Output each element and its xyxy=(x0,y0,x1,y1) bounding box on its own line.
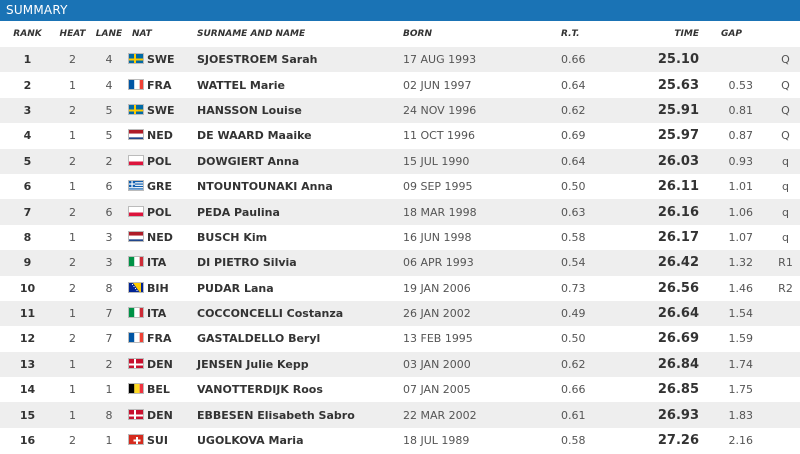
nat-cell xyxy=(128,199,193,224)
gap-cell: 1.32 xyxy=(728,256,753,270)
rank-cell: 15 xyxy=(19,408,36,422)
reaction-time-cell: 0.58 xyxy=(561,434,586,448)
flag-sui-icon xyxy=(128,434,144,445)
gap-cell: 1.74 xyxy=(728,357,753,371)
time-cell: 26.11 xyxy=(657,179,699,195)
reaction-time-cell: 0.63 xyxy=(561,205,586,219)
header-rt: R.T. xyxy=(561,21,641,47)
table-row xyxy=(0,250,800,275)
lane-cell: 6 xyxy=(105,205,113,219)
header-row xyxy=(0,21,800,47)
born-cell: 17 AUG 1993 xyxy=(403,53,477,67)
reaction-time-cell: 0.64 xyxy=(561,78,586,92)
nat-code: GRE xyxy=(147,180,173,194)
gap-cell: 1.01 xyxy=(728,180,753,194)
nat-code: SUI xyxy=(147,434,168,448)
born-cell: 24 NOV 1996 xyxy=(403,103,477,117)
table-row xyxy=(0,377,800,402)
heat-cell: 2 xyxy=(69,281,76,295)
athlete-name: HANSSON Louise xyxy=(197,103,302,117)
lane-cell: 7 xyxy=(105,332,113,346)
reaction-time-cell: 0.64 xyxy=(561,154,586,168)
header-born: BORN xyxy=(403,21,561,47)
time-cell: 25.63 xyxy=(657,77,699,93)
lane-cell: 3 xyxy=(105,256,113,270)
time-cell: 26.93 xyxy=(657,407,699,423)
gap-cell: 1.46 xyxy=(728,281,753,295)
qualification-cell: q xyxy=(782,180,789,194)
header-rank: RANK xyxy=(0,21,55,47)
nat-code: DEN xyxy=(147,357,173,371)
heat-cell: 2 xyxy=(69,434,76,448)
flag-gre-icon xyxy=(128,180,144,191)
header-qual xyxy=(771,21,800,47)
nat-code: SWE xyxy=(147,103,175,117)
table-row xyxy=(0,352,800,377)
header-name: SURNAME AND NAME xyxy=(193,21,403,47)
flag-fra-icon xyxy=(128,332,144,343)
lane-cell: 2 xyxy=(105,357,113,371)
reaction-time-cell: 0.66 xyxy=(561,383,586,397)
time-cell: 26.16 xyxy=(657,204,699,220)
flag-ita-icon xyxy=(128,256,144,267)
heat-cell: 2 xyxy=(69,154,76,168)
qualification-cell: Q xyxy=(781,129,790,143)
athlete-name: COCCONCELLI Costanza xyxy=(197,307,344,321)
header-gap: GAP xyxy=(721,21,771,47)
qualification-cell xyxy=(771,377,800,402)
athlete-name: NTOUNTOUNAKI Anna xyxy=(197,180,333,194)
born-cell: 09 SEP 1995 xyxy=(403,180,473,194)
lane-cell: 8 xyxy=(105,408,113,422)
reaction-time-cell: 0.73 xyxy=(561,281,586,295)
heat-cell: 1 xyxy=(69,357,76,371)
athlete-name: VANOTTERDIJK Roos xyxy=(197,383,323,397)
born-cell: 11 OCT 1996 xyxy=(403,129,476,143)
table-row xyxy=(0,47,800,72)
gap-cell: 1.06 xyxy=(728,205,753,219)
reaction-time-cell: 0.50 xyxy=(561,332,586,346)
table-row xyxy=(0,428,800,453)
flag-den-icon xyxy=(128,358,144,369)
time-cell: 26.03 xyxy=(657,153,699,169)
reaction-time-cell: 0.49 xyxy=(561,307,586,321)
heat-cell: 1 xyxy=(69,408,76,422)
born-cell: 18 MAR 1998 xyxy=(403,205,477,219)
time-cell: 26.85 xyxy=(657,382,699,398)
qualification-cell: Q xyxy=(781,103,790,117)
table-row xyxy=(0,225,800,250)
flag-swe-icon xyxy=(128,104,144,115)
header-lane: LANE xyxy=(90,21,128,47)
heat-cell: 1 xyxy=(69,230,76,244)
summary-title: SUMMARY xyxy=(0,0,800,21)
table-row xyxy=(0,326,800,351)
born-cell: 19 JAN 2006 xyxy=(403,281,471,295)
heat-cell: 1 xyxy=(69,129,76,143)
lane-cell: 8 xyxy=(105,281,113,295)
header-heat: HEAT xyxy=(55,21,90,47)
lane-cell: 1 xyxy=(105,383,113,397)
born-cell: 18 JUL 1989 xyxy=(403,434,470,448)
athlete-name: DE WAARD Maaike xyxy=(197,129,312,143)
nat-cell xyxy=(128,352,193,377)
athlete-name: JENSEN Julie Kepp xyxy=(197,357,309,371)
table-row xyxy=(0,174,800,199)
flag-swe-icon xyxy=(128,53,144,64)
table-row xyxy=(0,149,800,174)
gap-cell: 1.07 xyxy=(728,230,753,244)
reaction-time-cell: 0.66 xyxy=(561,53,586,67)
born-cell: 26 JAN 2002 xyxy=(403,307,471,321)
lane-cell: 1 xyxy=(105,434,113,448)
time-cell: 26.64 xyxy=(657,306,699,322)
gap-cell: 2.16 xyxy=(728,434,753,448)
athlete-name: WATTEL Marie xyxy=(197,78,285,92)
rank-cell: 10 xyxy=(19,281,36,295)
gap-cell: 1.75 xyxy=(728,383,753,397)
rank-cell: 3 xyxy=(23,103,32,117)
athlete-name: GASTALDELLO Beryl xyxy=(197,332,321,346)
qualification-cell xyxy=(771,301,800,326)
born-cell: 22 MAR 2002 xyxy=(403,408,477,422)
athlete-name: BUSCH Kim xyxy=(197,230,268,244)
table-row xyxy=(0,402,800,427)
nat-cell xyxy=(128,377,193,402)
nat-code: BIH xyxy=(147,281,169,295)
nat-code: NED xyxy=(147,230,173,244)
athlete-name: UGOLKOVA Maria xyxy=(197,434,304,448)
rank-cell: 11 xyxy=(19,307,36,321)
qualification-cell: Q xyxy=(781,53,790,67)
reaction-time-cell: 0.50 xyxy=(561,180,586,194)
rank-cell: 6 xyxy=(23,180,32,194)
flag-fra-icon xyxy=(128,79,144,90)
nat-cell xyxy=(128,225,193,250)
gap-cell: 0.87 xyxy=(728,129,753,143)
time-cell: 25.10 xyxy=(657,52,699,68)
time-cell: 26.69 xyxy=(657,331,699,347)
gap-cell: 0.93 xyxy=(728,154,753,168)
table-row xyxy=(0,199,800,224)
born-cell: 03 JAN 2000 xyxy=(403,357,471,371)
heat-cell: 1 xyxy=(69,78,76,92)
gap-cell xyxy=(721,47,771,72)
flag-ita-icon xyxy=(128,307,144,318)
athlete-name: SJOESTROEM Sarah xyxy=(197,53,318,67)
nat-code: NED xyxy=(147,129,173,143)
nat-code: POL xyxy=(147,205,172,219)
qualification-cell: R1 xyxy=(778,256,793,270)
athlete-name: DI PIETRO Silvia xyxy=(197,256,297,270)
time-cell: 26.56 xyxy=(657,280,699,296)
qualification-cell: Q xyxy=(781,78,790,92)
nat-cell xyxy=(128,72,193,97)
rank-cell: 7 xyxy=(23,205,32,219)
nat-code: DEN xyxy=(147,408,173,422)
lane-cell: 4 xyxy=(105,53,113,67)
time-cell: 25.97 xyxy=(657,128,699,144)
flag-ned-icon xyxy=(128,231,144,242)
header-time: TIME xyxy=(641,21,721,47)
reaction-time-cell: 0.58 xyxy=(561,230,586,244)
heat-cell: 1 xyxy=(69,383,76,397)
gap-cell: 0.53 xyxy=(728,78,753,92)
header-nat: NAT xyxy=(128,21,193,47)
gap-cell: 0.81 xyxy=(728,103,753,117)
time-cell: 26.17 xyxy=(657,229,699,245)
lane-cell: 5 xyxy=(105,129,113,143)
table-row xyxy=(0,301,800,326)
heat-cell: 2 xyxy=(69,53,76,67)
qualification-cell: q xyxy=(782,205,789,219)
heat-cell: 2 xyxy=(69,256,76,270)
lane-cell: 5 xyxy=(105,103,113,117)
nat-cell xyxy=(128,250,193,275)
born-cell: 13 FEB 1995 xyxy=(403,332,473,346)
heat-cell: 1 xyxy=(69,180,76,194)
table-row xyxy=(0,72,800,97)
gap-cell: 1.59 xyxy=(728,332,753,346)
heat-cell: 1 xyxy=(69,307,76,321)
lane-cell: 2 xyxy=(105,154,113,168)
flag-bih-icon xyxy=(128,282,144,293)
flag-pol-icon xyxy=(128,206,144,217)
nat-cell xyxy=(128,149,193,174)
nat-cell xyxy=(128,402,193,427)
qualification-cell xyxy=(771,352,800,377)
nat-cell xyxy=(128,301,193,326)
qualification-cell: q xyxy=(782,230,789,244)
qualification-cell: R2 xyxy=(778,281,793,295)
reaction-time-cell: 0.62 xyxy=(561,103,586,117)
rank-cell: 2 xyxy=(23,78,32,92)
qualification-cell xyxy=(771,402,800,427)
reaction-time-cell: 0.54 xyxy=(561,256,586,270)
heat-cell: 2 xyxy=(69,103,76,117)
table-row xyxy=(0,123,800,148)
nat-code: POL xyxy=(147,154,172,168)
heat-cell: 2 xyxy=(69,332,76,346)
athlete-name: PEDA Paulina xyxy=(197,205,280,219)
flag-bel-icon xyxy=(128,383,144,394)
reaction-time-cell: 0.61 xyxy=(561,408,586,422)
results-table xyxy=(0,21,800,453)
flag-den-icon xyxy=(128,409,144,420)
nat-code: BEL xyxy=(147,383,170,397)
rank-cell: 16 xyxy=(19,434,36,448)
rank-cell: 5 xyxy=(23,154,32,168)
nat-code: ITA xyxy=(147,307,167,321)
rank-cell: 9 xyxy=(23,256,32,270)
rank-cell: 8 xyxy=(23,230,32,244)
rank-cell: 14 xyxy=(19,383,36,397)
time-cell: 25.91 xyxy=(657,102,699,118)
lane-cell: 7 xyxy=(105,307,113,321)
nat-cell xyxy=(128,98,193,123)
time-cell: 26.42 xyxy=(657,255,699,271)
reaction-time-cell: 0.62 xyxy=(561,357,586,371)
nat-cell xyxy=(128,47,193,72)
athlete-name: DOWGIERT Anna xyxy=(197,154,300,168)
gap-cell: 1.54 xyxy=(728,307,753,321)
time-cell: 26.84 xyxy=(657,356,699,372)
nat-cell xyxy=(128,174,193,199)
nat-code: FRA xyxy=(147,332,172,346)
nat-cell xyxy=(128,276,193,301)
athlete-name: EBBESEN Elisabeth Sabro xyxy=(197,408,355,422)
lane-cell: 3 xyxy=(105,230,113,244)
born-cell: 06 APR 1993 xyxy=(403,256,474,270)
rank-cell: 13 xyxy=(19,357,36,371)
nat-cell xyxy=(128,326,193,351)
born-cell: 15 JUL 1990 xyxy=(403,154,470,168)
nat-code: FRA xyxy=(147,78,172,92)
athlete-name: PUDAR Lana xyxy=(197,281,274,295)
nat-code: ITA xyxy=(147,256,167,270)
time-cell: 27.26 xyxy=(657,433,699,449)
nat-cell xyxy=(128,428,193,453)
heat-cell: 2 xyxy=(69,205,76,219)
qualification-cell: q xyxy=(782,154,789,168)
gap-cell: 1.83 xyxy=(728,408,753,422)
reaction-time-cell: 0.69 xyxy=(561,129,586,143)
rank-cell: 4 xyxy=(23,129,32,143)
rank-cell: 1 xyxy=(23,53,32,67)
table-row xyxy=(0,98,800,123)
lane-cell: 6 xyxy=(105,180,113,194)
lane-cell: 4 xyxy=(105,78,113,92)
table-row xyxy=(0,276,800,301)
born-cell: 02 JUN 1997 xyxy=(403,78,472,92)
flag-ned-icon xyxy=(128,129,144,140)
born-cell: 07 JAN 2005 xyxy=(403,383,471,397)
nat-cell xyxy=(128,123,193,148)
qualification-cell xyxy=(771,326,800,351)
rank-cell: 12 xyxy=(19,332,36,346)
born-cell: 16 JUN 1998 xyxy=(403,230,472,244)
flag-pol-icon xyxy=(128,155,144,166)
nat-code: SWE xyxy=(147,53,175,67)
qualification-cell xyxy=(771,428,800,453)
